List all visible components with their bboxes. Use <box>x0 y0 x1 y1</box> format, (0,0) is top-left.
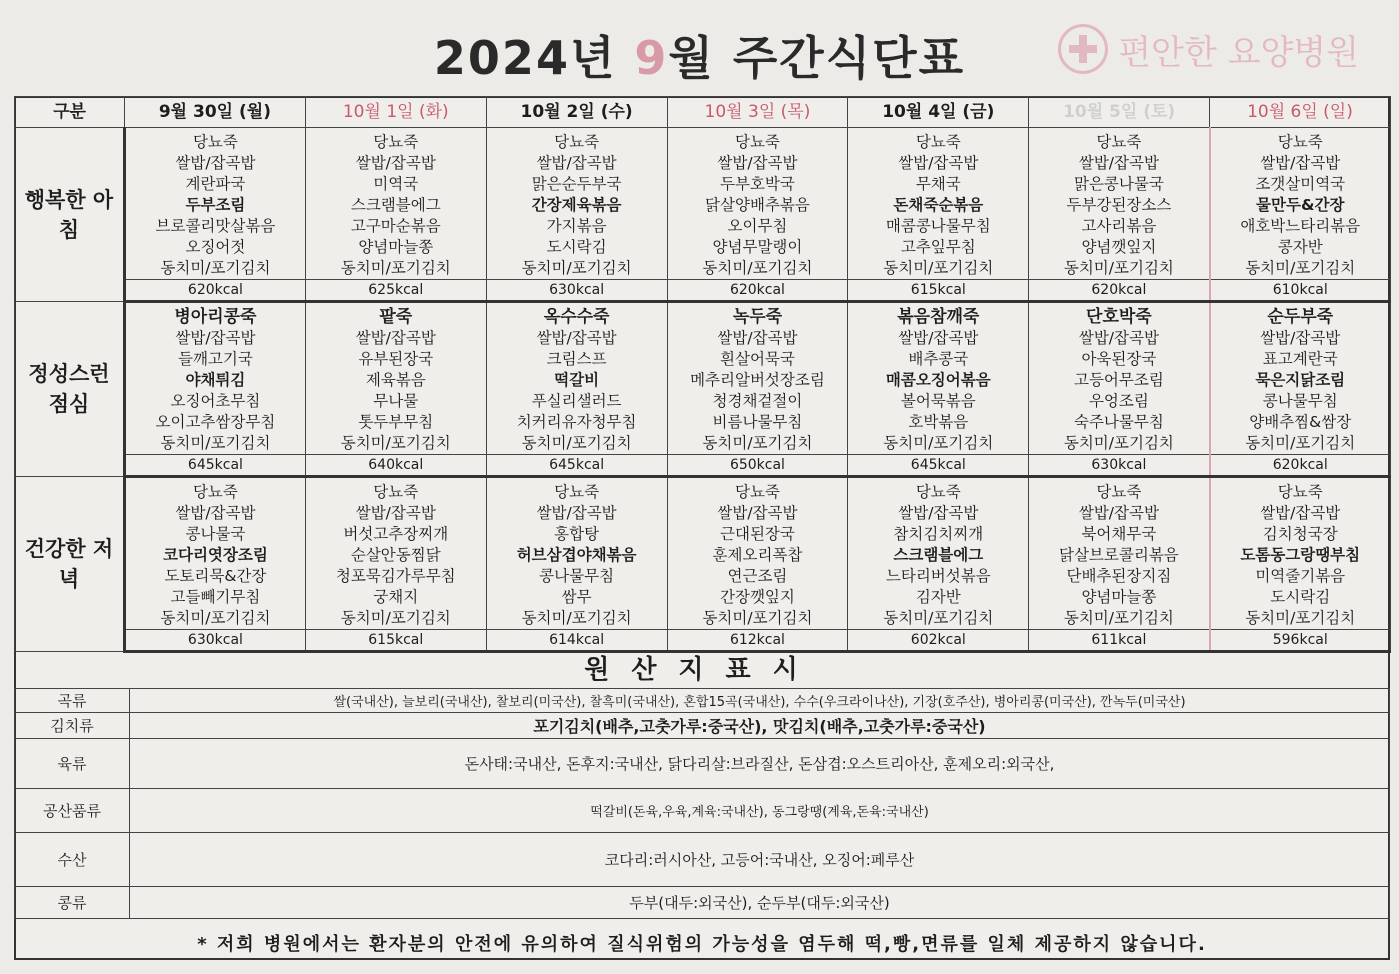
dish-item: 콩나물무침 <box>539 567 615 585</box>
kcal-value: 614kcal <box>486 630 667 652</box>
dish-item: 당뇨죽 <box>554 133 600 151</box>
dish-item: 물만두&간장 <box>1256 196 1345 214</box>
dish-item: 볶음참깨죽 <box>897 307 980 327</box>
dish-item: 우엉조림 <box>1088 392 1149 410</box>
dish-item: 훈제오리폭찹 <box>712 546 803 564</box>
dish-item: 맑은순두부국 <box>531 175 622 193</box>
kcal-value: 602kcal <box>848 630 1029 652</box>
dish-item: 동치미/포기김치 <box>1063 434 1174 452</box>
kcal-value: 645kcal <box>848 455 1029 477</box>
dish-item: 브로콜리맛살볶음 <box>155 217 276 235</box>
day-menu-cell <box>1029 477 1210 630</box>
meal-label: 건강한 저녁 <box>15 477 125 652</box>
dish-item: 동치미/포기김치 <box>1245 434 1356 452</box>
dish-item: 동치미/포기김치 <box>883 259 994 277</box>
dish-item: 코다리엿장조림 <box>163 546 268 564</box>
dish-item: 홍합탕 <box>554 525 600 543</box>
dish-item: 쌀밥/잡곡밥 <box>717 504 798 522</box>
day-menu-cell <box>1029 302 1210 455</box>
day-header: 10월 2일 (수) <box>486 97 667 128</box>
dish-item: 당뇨죽 <box>1096 483 1142 501</box>
dish-item: 치커리유자청무침 <box>516 413 637 431</box>
dish-item: 녹두죽 <box>732 307 783 327</box>
dish-item: 배추콩국 <box>908 350 969 368</box>
meal-row <box>15 128 1391 280</box>
dish-item: 궁채지 <box>373 588 419 606</box>
dish-item: 스크램블에그 <box>350 196 441 214</box>
cross-icon <box>1058 24 1108 74</box>
dish-item: 당뇨죽 <box>915 483 961 501</box>
origin-row <box>15 739 1390 789</box>
dish-item: 도시락김 <box>1270 588 1331 606</box>
day-menu-cell <box>667 302 848 455</box>
dish-item: 양배추찜&쌈장 <box>1249 413 1352 431</box>
dish-item: 쌀밥/잡곡밥 <box>898 329 979 347</box>
dish-item: 쌀밥/잡곡밥 <box>898 504 979 522</box>
dish-item: 유부된장국 <box>358 350 434 368</box>
day-menu-cell <box>848 128 1029 280</box>
dish-item: 무나물 <box>373 392 419 410</box>
dish-item: 간장제육볶음 <box>531 196 622 214</box>
dish-item: 병아리콩죽 <box>174 307 257 327</box>
day-menu-cell <box>486 477 667 630</box>
dish-item: 참치김치찌개 <box>893 525 984 543</box>
day-menu-cell <box>667 477 848 630</box>
kcal-value: 620kcal <box>1210 455 1391 477</box>
dish-item: 허브삼겹야채볶음 <box>516 546 637 564</box>
dish-item: 크림스프 <box>546 350 607 368</box>
origin-value: 포기김치(배추,고춧가루:중국산), 맛김치(배추,고춧가루:중국산) <box>130 713 1390 739</box>
dish-item: 당뇨죽 <box>734 483 780 501</box>
hospital-logo <box>1058 24 1359 74</box>
dish-item: 야채튀김 <box>185 371 246 389</box>
day-header: 10월 3일 (목) <box>667 97 848 128</box>
dish-item: 버섯고추장찌개 <box>343 525 449 543</box>
day-header: 9월 30일 (월) <box>125 97 306 128</box>
dish-item: 동치미/포기김치 <box>521 609 632 627</box>
dish-item: 비름나물무침 <box>712 413 803 431</box>
dish-item: 양념깻잎지 <box>1081 238 1157 256</box>
dish-item: 쌀밥/잡곡밥 <box>536 504 617 522</box>
meal-label: 행복한 아침 <box>15 128 125 302</box>
origin-row <box>15 689 1390 713</box>
dish-item: 제육볶음 <box>365 371 426 389</box>
origin-label: 곡류 <box>15 689 130 713</box>
origin-label: 콩류 <box>15 887 130 919</box>
dish-item: 들깨고기국 <box>177 350 253 368</box>
dish-item: 고등어무조림 <box>1073 371 1164 389</box>
dish-item: 도시락김 <box>546 238 607 256</box>
dish-item: 간장깻잎지 <box>720 588 795 606</box>
origin-value: 두부(대두:외국산), 순두부(대두:외국산) <box>130 887 1390 919</box>
dish-item: 쌀밥/잡곡밥 <box>175 154 256 172</box>
dish-item: 동치미/포기김치 <box>340 609 451 627</box>
dish-item: 당뇨죽 <box>1096 133 1142 151</box>
dish-item: 쌈무 <box>561 588 592 606</box>
origin-title: 원산지표시 <box>584 655 820 685</box>
day-menu-cell <box>486 128 667 280</box>
dish-item: 고구마순볶음 <box>350 217 441 235</box>
dish-item: 쌀밥/잡곡밥 <box>717 329 798 347</box>
dish-item: 동치미/포기김치 <box>1063 259 1174 277</box>
dish-item: 스크램블에그 <box>893 546 984 564</box>
dish-item: 김치청국장 <box>1262 525 1338 543</box>
dish-item: 순살안동찜닭 <box>350 546 441 564</box>
dish-item: 단호박죽 <box>1086 307 1152 327</box>
dish-item: 동치미/포기김치 <box>1245 259 1356 277</box>
dish-item: 맑은콩나물국 <box>1073 175 1164 193</box>
origin-label: 수산 <box>15 833 130 887</box>
dish-item: 당뇨죽 <box>192 133 238 151</box>
dish-item: 청경채겉절이 <box>712 392 803 410</box>
dish-item: 가지볶음 <box>546 217 607 235</box>
meal-row <box>15 477 1391 630</box>
kcal-value: 610kcal <box>1210 280 1391 302</box>
origin-value: 쌀(국내산), 늘보리(국내산), 찰보리(미국산), 찰흑미(국내산), 혼합15곡(국내산), 수수(우크라이나산), 기장(호주산), 병아리콩(미국산), 깐녹두(미국산) <box>130 689 1390 713</box>
origin-table <box>14 688 1390 919</box>
kcal-value: 650kcal <box>667 455 848 477</box>
dish-item: 콩자반 <box>1277 238 1323 256</box>
origin-row <box>15 713 1390 739</box>
dish-item: 당뇨죽 <box>1277 483 1323 501</box>
dish-item: 매콤오징어볶음 <box>885 371 991 389</box>
dish-item: 표고계란국 <box>1262 350 1338 368</box>
dish-item: 숙주나물무침 <box>1073 413 1164 431</box>
dish-item: 두부호박국 <box>720 175 795 193</box>
dish-item: 닭살브로콜리볶음 <box>1058 546 1179 564</box>
hospital-name: 편안한 요양병원 <box>1118 32 1359 73</box>
dish-item: 쌀밥/잡곡밥 <box>1078 329 1159 347</box>
dish-item: 쌀밥/잡곡밥 <box>355 154 436 172</box>
dish-item: 고추잎무침 <box>900 238 976 256</box>
kcal-value: 620kcal <box>667 280 848 302</box>
origin-row <box>15 789 1390 833</box>
dish-item: 푸실리샐러드 <box>531 392 622 410</box>
day-menu-cell <box>1210 128 1391 280</box>
dish-item: 팥죽 <box>379 307 413 327</box>
kcal-row <box>15 455 1391 477</box>
day-menu-cell <box>125 477 306 630</box>
meal-row <box>15 302 1391 455</box>
dish-item: 당뇨죽 <box>554 483 600 501</box>
dish-item: 고들빼기무침 <box>170 588 261 606</box>
kcal-value: 620kcal <box>125 280 306 302</box>
dish-item: 옥수수죽 <box>543 307 610 327</box>
dish-item: 콩나물국 <box>185 525 246 543</box>
dish-item: 무채국 <box>915 175 961 193</box>
dish-item: 흰살어묵국 <box>720 350 795 368</box>
dish-item: 동치미/포기김치 <box>521 259 632 277</box>
title-rest: 월 주간식단표 <box>668 31 966 85</box>
dish-item: 도톰동그랑땡부침 <box>1240 546 1361 564</box>
dish-item: 동치미/포기김치 <box>883 434 994 452</box>
dish-item: 당뇨죽 <box>734 133 780 151</box>
dish-item: 톳두부무침 <box>358 413 434 431</box>
title-month: 9 <box>634 31 669 85</box>
kcal-row <box>15 280 1391 302</box>
kcal-value: 612kcal <box>667 630 848 652</box>
dish-item: 호박볶음 <box>908 413 969 431</box>
dish-item: 두부조림 <box>185 196 246 214</box>
kcal-value: 611kcal <box>1029 630 1210 652</box>
dish-item: 고사리볶음 <box>1081 217 1157 235</box>
dish-item: 동치미/포기김치 <box>340 259 451 277</box>
dish-item: 도토리묵&간장 <box>164 567 267 585</box>
dish-item: 돈채죽순볶음 <box>893 196 984 214</box>
dish-item: 두부강된장소스 <box>1066 196 1172 214</box>
origin-value: 떡갈비(돈육,우육,계육:국내산), 동그랑땡(계육,돈육:국내산) <box>130 789 1390 833</box>
dish-item: 콩나물무침 <box>1262 392 1338 410</box>
dish-item: 떡갈비 <box>554 371 600 389</box>
day-header: 10월 4일 (금) <box>848 97 1029 128</box>
title-year: 2024년 <box>433 31 617 85</box>
dish-item: 닭살양배추볶음 <box>705 196 810 214</box>
day-menu-cell <box>305 477 486 630</box>
dish-item: 메추리알버섯장조림 <box>690 371 825 389</box>
origin-value: 돈사태:국내산, 돈후지:국내산, 닭다리살:브라질산, 돈삼겹:오스트리아산, 훈제오리:외국산, <box>130 739 1390 789</box>
dish-item: 묵은지닭조림 <box>1255 371 1346 389</box>
dish-item: 청포묵김가루무침 <box>335 567 456 585</box>
dish-item: 쌀밥/잡곡밥 <box>175 504 256 522</box>
day-menu-cell <box>848 477 1029 630</box>
day-menu-cell <box>305 128 486 280</box>
dish-item: 김자반 <box>915 588 961 606</box>
day-menu-cell <box>848 302 1029 455</box>
day-menu-cell <box>486 302 667 455</box>
kcal-value: 640kcal <box>305 455 486 477</box>
dish-item: 쌀밥/잡곡밥 <box>355 329 436 347</box>
dish-item: 애호박느타리볶음 <box>1240 217 1361 235</box>
dish-item: 쌀밥/잡곡밥 <box>1078 504 1159 522</box>
dish-item: 동치미/포기김치 <box>1245 609 1356 627</box>
dish-item: 쌀밥/잡곡밥 <box>898 154 979 172</box>
day-menu-cell <box>1210 302 1391 455</box>
dish-item: 쌀밥/잡곡밥 <box>536 154 617 172</box>
dish-item: 오이고추쌈장무침 <box>155 413 276 431</box>
weekly-menu-table <box>14 96 1391 653</box>
kcal-value: 645kcal <box>125 455 306 477</box>
dish-item: 쌀밥/잡곡밥 <box>175 329 256 347</box>
day-header: 10월 1일 (화) <box>305 97 486 128</box>
dish-item: 근대된장국 <box>720 525 795 543</box>
dish-item: 조갯살미역국 <box>1255 175 1346 193</box>
day-header: 10월 5일 (토) <box>1029 97 1210 128</box>
day-header: 10월 6일 (일) <box>1210 97 1391 128</box>
kcal-value: 630kcal <box>125 630 306 652</box>
dish-item: 쌀밥/잡곡밥 <box>536 329 617 347</box>
dish-item: 느타리버섯볶음 <box>885 567 991 585</box>
dish-item: 당뇨죽 <box>1277 133 1323 151</box>
kcal-value: 630kcal <box>1029 455 1210 477</box>
dish-item: 동치미/포기김치 <box>160 434 271 452</box>
header-label: 구분 <box>15 97 125 128</box>
dish-item: 동치미/포기김치 <box>521 434 632 452</box>
dish-item: 쌀밥/잡곡밥 <box>1078 154 1159 172</box>
dish-item: 쌀밥/잡곡밥 <box>717 154 798 172</box>
dish-item: 오징어초무침 <box>170 392 261 410</box>
kcal-value: 596kcal <box>1210 630 1391 652</box>
kcal-row <box>15 630 1391 652</box>
day-menu-cell <box>125 302 306 455</box>
dish-item: 쌀밥/잡곡밥 <box>1260 154 1341 172</box>
dish-item: 양념마늘쫑 <box>358 238 434 256</box>
origin-label: 김치류 <box>15 713 130 739</box>
origin-value: 코다리:러시아산, 고등어:국내산, 오징어:페루산 <box>130 833 1390 887</box>
dish-item: 미역줄기볶음 <box>1255 567 1346 585</box>
day-menu-cell <box>305 302 486 455</box>
header-row <box>15 97 1391 128</box>
meal-label: 정성스런 점심 <box>15 302 125 477</box>
dish-item: 동치미/포기김치 <box>702 434 813 452</box>
dish-item: 연근조림 <box>727 567 788 585</box>
kcal-value: 615kcal <box>848 280 1029 302</box>
dish-item: 쌀밥/잡곡밥 <box>1260 329 1341 347</box>
dish-item: 아욱된장국 <box>1081 350 1157 368</box>
dish-item: 당뇨죽 <box>192 483 238 501</box>
dish-item: 미역국 <box>373 175 419 193</box>
dish-item: 동치미/포기김치 <box>160 609 271 627</box>
day-menu-cell <box>1029 128 1210 280</box>
kcal-value: 645kcal <box>486 455 667 477</box>
dish-item: 동치미/포기김치 <box>702 609 813 627</box>
dish-item: 순두부죽 <box>1267 307 1334 327</box>
kcal-value: 625kcal <box>305 280 486 302</box>
origin-label: 공산품류 <box>15 789 130 833</box>
kcal-value: 630kcal <box>486 280 667 302</box>
dish-item: 동치미/포기김치 <box>340 434 451 452</box>
origin-label: 육류 <box>15 739 130 789</box>
day-menu-cell <box>667 128 848 280</box>
dish-item: 동치미/포기김치 <box>702 259 813 277</box>
dish-item: 매콤콩나물무침 <box>885 217 991 235</box>
dish-item: 오이무침 <box>727 217 788 235</box>
origin-row <box>15 887 1390 919</box>
dish-item: 동치미/포기김치 <box>160 259 271 277</box>
dish-item: 동치미/포기김치 <box>1063 609 1174 627</box>
day-menu-cell <box>125 128 306 280</box>
dish-item: 당뇨죽 <box>373 133 419 151</box>
dish-item: 당뇨죽 <box>373 483 419 501</box>
kcal-value: 615kcal <box>305 630 486 652</box>
dish-item: 당뇨죽 <box>915 133 961 151</box>
dish-item: 쌀밥/잡곡밥 <box>1260 504 1341 522</box>
dish-item: 계란파국 <box>185 175 246 193</box>
dish-item: 볼어묵볶음 <box>900 392 976 410</box>
safety-notice: * 저희 병원에서는 환자분의 안전에 유의하여 질식위험의 가능성을 염두해 떡,빵,면류를 일체 제공하지 않습니다. <box>197 934 1207 955</box>
origin-row <box>15 833 1390 887</box>
dish-item: 쌀밥/잡곡밥 <box>355 504 436 522</box>
dish-item: 양념무말랭이 <box>712 238 803 256</box>
day-menu-cell <box>1210 477 1391 630</box>
kcal-value: 620kcal <box>1029 280 1210 302</box>
dish-item: 북어채무국 <box>1081 525 1157 543</box>
dish-item: 오징어젓 <box>185 238 246 256</box>
dish-item: 양념마늘쫑 <box>1081 588 1157 606</box>
dish-item: 단배추된장지짐 <box>1066 567 1172 585</box>
dish-item: 동치미/포기김치 <box>883 609 994 627</box>
